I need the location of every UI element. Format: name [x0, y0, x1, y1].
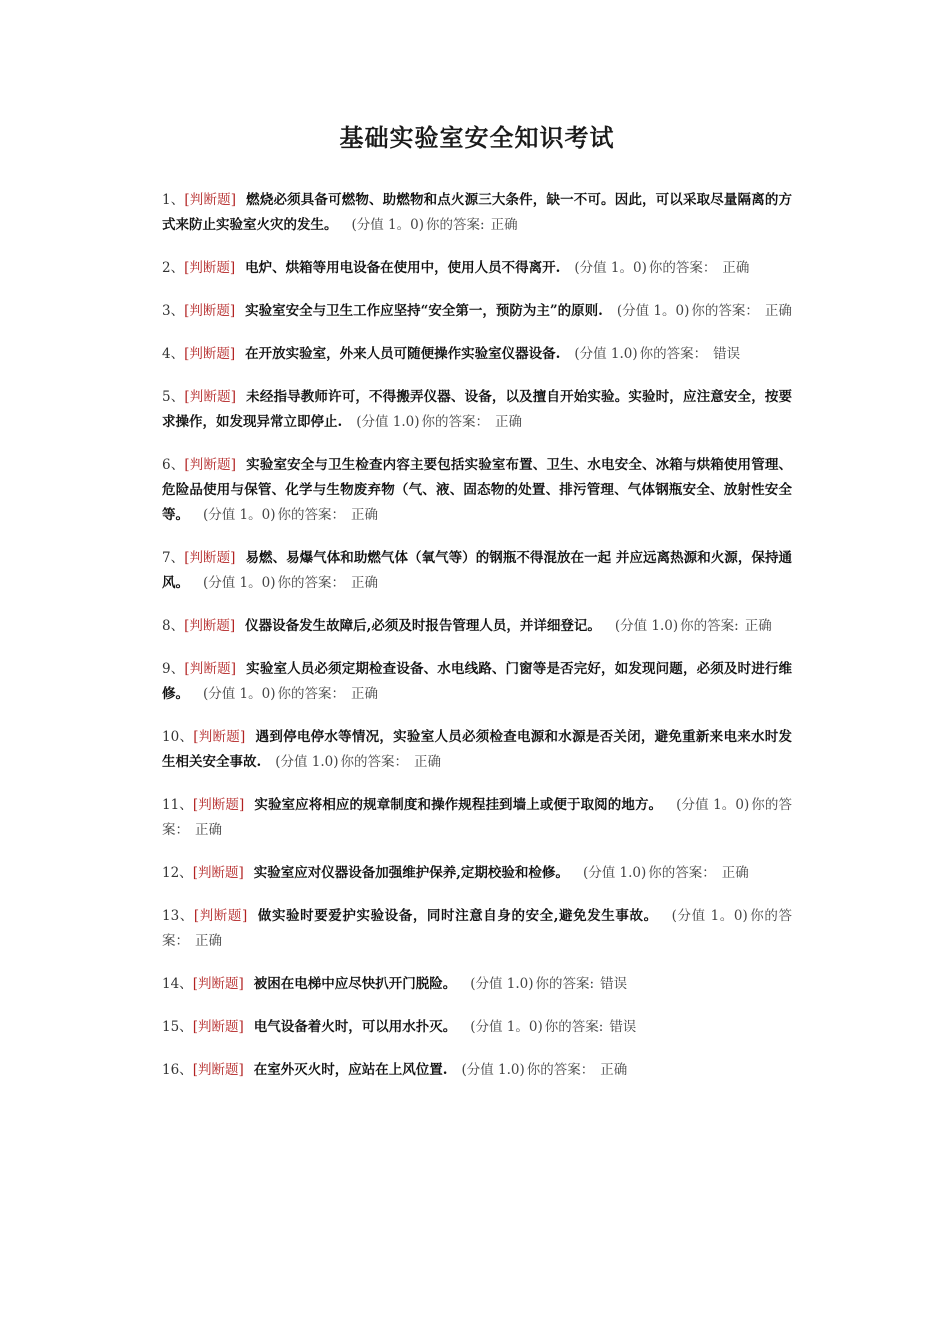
- question-type-tag: [判断题]: [184, 550, 236, 566]
- answer-value: 正确: [495, 414, 522, 430]
- question-type-tag: [判断题]: [184, 260, 236, 276]
- answer-label: 你的答案：: [162, 908, 792, 949]
- page-title: 基础实验室安全知识考试: [339, 123, 615, 152]
- question-item: [162, 546, 792, 596]
- question-stem: 仪器设备发生故障后,必须及时报告管理人员，并详细登记。: [245, 618, 601, 634]
- question-stem: 燃烧必须具备可燃物、助燃物和点火源三大条件，缺一不可。因此，可以采取尽量隔离的方式来防止实验室火灾的发生。: [162, 192, 792, 233]
- question-number: 2、: [162, 260, 185, 276]
- question-type-tag: [判断题]: [192, 797, 245, 813]
- question-score: (分值 1.0): [614, 618, 679, 634]
- question-score: (分值 1。0): [616, 303, 690, 319]
- question-score: (分值 1。0): [470, 1019, 543, 1035]
- question-stem: 在室外灭火时，应站在上风位置.: [253, 1062, 448, 1078]
- question-type-tag: [判断题]: [192, 865, 244, 881]
- answer-label: 你的答案：: [639, 346, 708, 362]
- answer-label: 你的答案：: [648, 260, 717, 276]
- question-score: (分值 1.0): [582, 865, 647, 881]
- question-score: (分值 1。0): [203, 575, 276, 591]
- question-stem: 在开放实验室，外来人员可随便操作实验室仪器设备.: [245, 346, 561, 362]
- answer-value: 正确: [764, 303, 792, 319]
- question-list: [162, 188, 792, 1101]
- answer-value: 正确: [351, 686, 379, 702]
- question-item: [162, 972, 792, 997]
- answer-value: 正确: [195, 822, 222, 838]
- answer-value: 错误: [600, 976, 628, 992]
- question-number: 11、: [162, 797, 193, 813]
- question-stem: 实验室应对仪器设备加强维护保养,定期校验和检修。: [253, 865, 569, 881]
- question-stem: 易燃、易爆气体和助燃气体（氧气等）的钢瓶不得混放在一起 并应远离热源和火源，保持通风。: [162, 550, 792, 591]
- question-number: 16、: [162, 1062, 193, 1078]
- answer-value: 错误: [713, 346, 741, 362]
- question-stem: 遇到停电停水等情况，实验室人员必须检查电源和水源是否关闭，避免重新来电来水时发生相关安全事故.: [162, 729, 792, 770]
- question-score: (分值 1.0): [461, 1062, 525, 1078]
- question-number: 6、: [162, 457, 185, 473]
- answer-label: 你的答案：: [277, 507, 346, 523]
- question-number: 12、: [162, 865, 193, 881]
- question-item: [162, 188, 792, 238]
- question-type-tag: [判断题]: [192, 1019, 244, 1035]
- question-number: 10、: [162, 729, 194, 745]
- answer-label: 你的答案：: [277, 686, 346, 702]
- question-score: (分值 1.0): [275, 754, 339, 770]
- answer-value: 正确: [490, 217, 518, 233]
- question-score: (分值 1。0): [351, 217, 425, 233]
- question-score: (分值 1。0): [671, 908, 748, 924]
- question-stem: 电炉、烘箱等用电设备在使用中，使用人员不得离开.: [245, 260, 561, 276]
- question-type-tag: [判断题]: [193, 729, 246, 745]
- question-item: [162, 299, 792, 324]
- question-stem: 未经指导教师许可，不得搬弄仪器、设备，以及擅自开始实验。实验时，应注意安全，按要求操作，如发现异常立即停止.: [162, 389, 792, 430]
- question-type-tag: [判断题]: [184, 661, 237, 677]
- question-number: 3、: [162, 303, 185, 319]
- question-item: [162, 385, 792, 435]
- answer-value: 正确: [744, 618, 772, 634]
- answer-label: 你的答案：: [162, 797, 792, 838]
- answer-value: 正确: [600, 1062, 628, 1078]
- answer-value: 正确: [195, 933, 222, 949]
- answer-label: 你的答案:: [544, 1019, 604, 1035]
- question-number: 1、: [162, 192, 185, 208]
- answer-label: 你的答案：: [526, 1062, 595, 1078]
- question-stem: 实验室安全与卫生工作应坚持“安全第一，预防为主”的原则.: [245, 303, 603, 319]
- question-item: [162, 1058, 792, 1083]
- answer-value: 正确: [722, 260, 750, 276]
- question-score: (分值 1。0): [203, 686, 276, 702]
- question-type-tag: [判断题]: [184, 618, 236, 634]
- question-type-tag: [判断题]: [192, 976, 244, 992]
- question-item: [162, 657, 792, 707]
- question-stem: 被困在电梯中应尽快扒开门脱险。: [253, 976, 457, 992]
- question-score: (分值 1。0): [676, 797, 750, 813]
- answer-label: 你的答案：: [648, 865, 716, 881]
- question-item: [162, 342, 792, 367]
- question-number: 14、: [162, 976, 193, 992]
- question-item: [162, 453, 792, 528]
- question-type-tag: [判断题]: [184, 346, 236, 362]
- question-stem: 实验室应将相应的规章制度和操作规程挂到墙上或便于取阅的地方。: [254, 797, 663, 813]
- question-item: [162, 256, 792, 281]
- question-score: (分值 1.0): [356, 414, 420, 430]
- question-item: [162, 904, 792, 954]
- question-number: 7、: [162, 550, 185, 566]
- answer-value: 正确: [351, 507, 379, 523]
- answer-label: 你的答案：: [277, 575, 346, 591]
- question-stem: 实验室人员必须定期检查设备、水电线路、门窗等是否完好，如发现问题，必须及时进行维修。: [162, 661, 792, 702]
- question-number: 8、: [162, 618, 185, 634]
- question-type-tag: [判断题]: [184, 192, 237, 208]
- answer-value: 正确: [721, 865, 749, 881]
- answer-value: 错误: [609, 1019, 637, 1035]
- question-item: [162, 793, 792, 843]
- question-number: 13、: [162, 908, 194, 924]
- question-stem: 实验室安全与卫生检查内容主要包括实验室布置、卫生、水电安全、冰箱与烘箱使用管理、危险品使用与保管、化学与生物废弃物（气、液、固态物的处置、排污管理、气体钢瓶安全、放射性安全等。: [162, 457, 792, 523]
- question-score: (分值 1.0): [470, 976, 534, 992]
- question-stem: 电气设备着火时，可以用水扑灭。: [253, 1019, 457, 1035]
- answer-label: 你的答案:: [680, 618, 739, 634]
- answer-label: 你的答案：: [691, 303, 759, 319]
- question-type-tag: [判断题]: [184, 457, 237, 473]
- answer-label: 你的答案:: [426, 217, 485, 233]
- question-item: [162, 725, 792, 775]
- question-score: (分值 1。0): [574, 260, 647, 276]
- answer-value: 正确: [351, 575, 379, 591]
- answer-label: 你的答案：: [421, 414, 489, 430]
- question-score: (分值 1.0): [574, 346, 638, 362]
- question-type-tag: [判断题]: [192, 1062, 244, 1078]
- question-type-tag: [判断题]: [193, 908, 248, 924]
- question-type-tag: [判断题]: [184, 303, 236, 319]
- question-number: 9、: [162, 661, 185, 677]
- answer-value: 正确: [414, 754, 441, 770]
- question-number: 5、: [162, 389, 185, 405]
- question-score: (分值 1。0): [203, 507, 276, 523]
- question-item: [162, 614, 792, 639]
- question-number: 4、: [162, 346, 185, 362]
- question-type-tag: [判断题]: [184, 389, 237, 405]
- question-item: [162, 1015, 792, 1040]
- question-item: [162, 861, 792, 886]
- answer-label: 你的答案:: [535, 976, 595, 992]
- question-stem: 做实验时要爱护实验设备，同时注意自身的安全,避免发生事故。: [257, 908, 658, 924]
- question-number: 15、: [162, 1019, 193, 1035]
- answer-label: 你的答案：: [340, 754, 408, 770]
